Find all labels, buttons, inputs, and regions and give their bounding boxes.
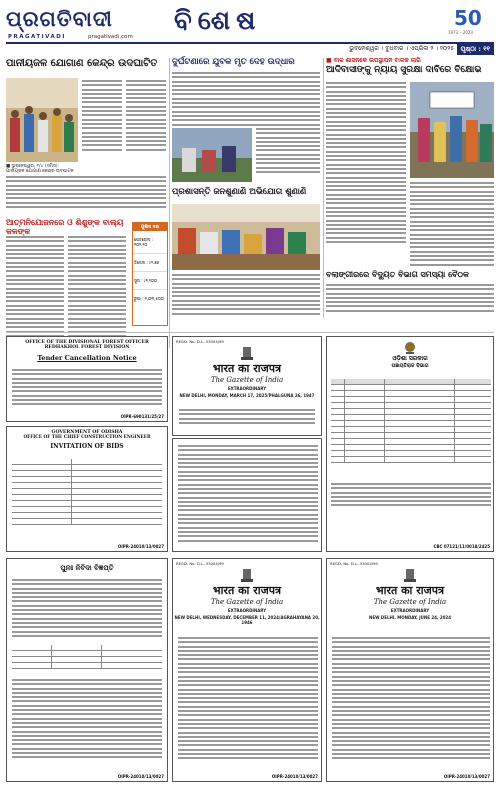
gazette-code: OIPR-24010/13/0027 (271, 774, 318, 779)
water-body-2 (126, 80, 166, 153)
forest-tender-ad (6, 336, 168, 422)
gazette-extra: EXTRAORDINARY (227, 386, 267, 391)
emblem-icon (403, 567, 417, 583)
accident-photo (172, 128, 252, 182)
gazette-regd: REGD. No. D.L.-33004/99 (176, 339, 224, 344)
odisha-table (331, 379, 491, 463)
section-title: ବିଶେଷ (174, 6, 262, 36)
odisha-code: CBC 07121/11/0018/2425 (433, 544, 490, 549)
dateline (6, 42, 494, 53)
anniversary-caption: 1973 – 2023 (448, 30, 473, 35)
logo-url: pragativadi.com (88, 34, 133, 40)
children-body (6, 236, 64, 343)
children-body-2 (68, 236, 126, 343)
emblem-icon (240, 567, 254, 583)
rates-box (132, 222, 168, 326)
odisha-emblem-icon (404, 341, 416, 355)
gazette-date: NEW DELHI, MONDAY, JUNE 24, 2024 (369, 615, 451, 620)
gazette-english: The Gazette of India (210, 376, 284, 384)
power-headline: ବଲାଙ୍ଗୀରରେ ବିଦ୍ୟୁତ ବିଭାଗ ସମସ୍ୟା ବୈଠକ (326, 269, 469, 279)
tribal-kicker: ■ ବାଳ ଶାସନକେ ଉପସ୍ଥାପନ ବାଳକ ଲାଗି (326, 57, 421, 64)
odisha-title: ଓଡ଼ିଶା ସରକାର (392, 355, 428, 362)
water-body (82, 80, 122, 153)
construction-title: INVITATION OF BIDS (50, 443, 124, 450)
gazette-date: NEW DELHI, WEDNESDAY, DECEMBER 11, 2024/AGRAHAYANA 20, 1946 (174, 615, 320, 625)
forest-title: Tender Cancellation Notice (37, 354, 137, 362)
tribal-body (326, 82, 406, 245)
retender-title: ପୁନଃ ନିବିଦା ବିଜ୍ଞପ୍ତି (60, 563, 114, 572)
issue-date: ଭୁବନେଶ୍ୱର । ବୁଧବାର । ଏପ୍ରିଲ ୨ । ୨୦୨୫ (349, 45, 454, 52)
gazette-hindi: भारत का राजपत्र (212, 362, 282, 375)
rates-row: ଡିଜେଲ : ୯୨.୭୬ (133, 254, 167, 272)
masthead (6, 6, 494, 54)
anniversary-number: 50 (454, 6, 482, 30)
retender-notice-ad (6, 558, 168, 782)
gazette-ad-3 (326, 558, 494, 782)
gazette-ad-1 (172, 336, 322, 436)
gazette-hindi: भारत का राजपत्र (212, 584, 282, 597)
construction-sub: OFFICE OF THE CHIEF CONSTRUCTION ENGINEER (23, 435, 151, 440)
water-body-3 (6, 176, 166, 210)
forest-office: OFFICE OF THE DIVISIONAL FOREST OFFICER (25, 340, 149, 345)
construction-office: GOVERNMENT OF ODISHA (51, 430, 123, 435)
hearing-headline: ପ୍ରଶାସନ୍ତି ଜନଶୁଣାଣି ଅଭିଯୋଗ ଶୁଣାଣି (172, 187, 307, 197)
gazette-date: NEW DELHI, MONDAY, MARCH 17, 2025/PHALGUNA 26, 1947 (179, 393, 315, 398)
gazette-1-body (172, 438, 322, 552)
odisha-govt-ad (326, 336, 494, 552)
gazette-extra: EXTRAORDINARY (390, 608, 430, 613)
water-photo (6, 78, 78, 162)
gazette-english: The Gazette of India (210, 598, 284, 606)
gazette-ad-2 (172, 558, 322, 782)
forest-division: REDHAKHOL FOREST DIVISION (44, 345, 130, 350)
rates-row: ପେଟ୍ରୋଲ : ୧୦୧.୨୦ (133, 231, 167, 254)
odisha-sub: ପଞ୍ଚାୟତିରାଜ ବିଭାଗ (391, 363, 429, 369)
tribal-body-2 (410, 182, 494, 268)
water-headline: ପାନୀୟଜଳ ଯୋଗାଣ କେନ୍ଦ୍ର ଉଦଘାଟିତ (6, 58, 158, 69)
accident-headline: ଦୁର୍ଘଟଣାରେ ଯୁବକ ମୃତ ଦେହ ଉଦ୍ଧାର (172, 57, 295, 67)
gazette-english: The Gazette of India (373, 598, 447, 606)
hearing-photo (172, 204, 320, 270)
logo-latin: PRAGATIVADI (8, 34, 66, 40)
emblem-icon (240, 345, 254, 361)
section-rule (6, 332, 494, 333)
forest-code: OIPR-690131/25/27 (120, 414, 164, 419)
gazette-code: OIPR-24010/13/0027 (443, 774, 490, 779)
gazette-regd: REGD. No. D.L.-33004/99 (330, 561, 378, 566)
power-body (326, 284, 494, 314)
rates-row: ରୁପା : ୧,୦୩,୫୦୦ (134, 296, 164, 301)
anniversary-logo (448, 6, 494, 36)
accident-body-2 (256, 128, 320, 175)
gazette-extra: EXTRAORDINARY (227, 608, 267, 613)
hearing-body (172, 274, 320, 317)
newspaper-logo: ପ୍ରଗତିବାଦୀ (6, 6, 113, 31)
retender-code: OIPR-24010/13/0027 (117, 774, 164, 779)
children-headline: ଆତ୍ମନିଯୋଜନରେ ଓ ଶିଶୁଙ୍କ ବାଲ୍ୟ କଳଙ୍କ (6, 217, 124, 236)
tribal-headline: ଆଦିବାସୀଙ୍କୁ ନ୍ୟାୟ ସୁରକ୍ଷା ଦାବିରେ ବିକ୍ଷୋଭ (326, 65, 482, 75)
gazette-regd: REGD. No. D.L.-33004/99 (176, 561, 224, 566)
column-rule (169, 58, 170, 348)
column-rule (323, 58, 324, 318)
page-number: ପୃଷ୍ଠା : ୧୧ (457, 44, 494, 55)
accident-body (172, 72, 320, 128)
bid-table (12, 459, 162, 525)
gazette-hindi: भारत का राजपत्र (375, 584, 445, 597)
rates-title: ପୁଲିସ ଦର (133, 223, 167, 231)
rates-row: ସୁନା : ୯୧,୨୦୦ (133, 272, 167, 290)
water-caption: ■ ଭୁବନେଶ୍ୱର, ୧/୪ (ସମିସ): ପାନୀୟଜଳ ଯୋଗାଣ କେନ୍ଦ୍ର ଉଦଘାଟନ (6, 164, 74, 175)
construction-bid-ad (6, 426, 168, 552)
tribal-photo (410, 82, 494, 178)
construction-code: OIPR-24010/13/0027 (117, 544, 164, 549)
